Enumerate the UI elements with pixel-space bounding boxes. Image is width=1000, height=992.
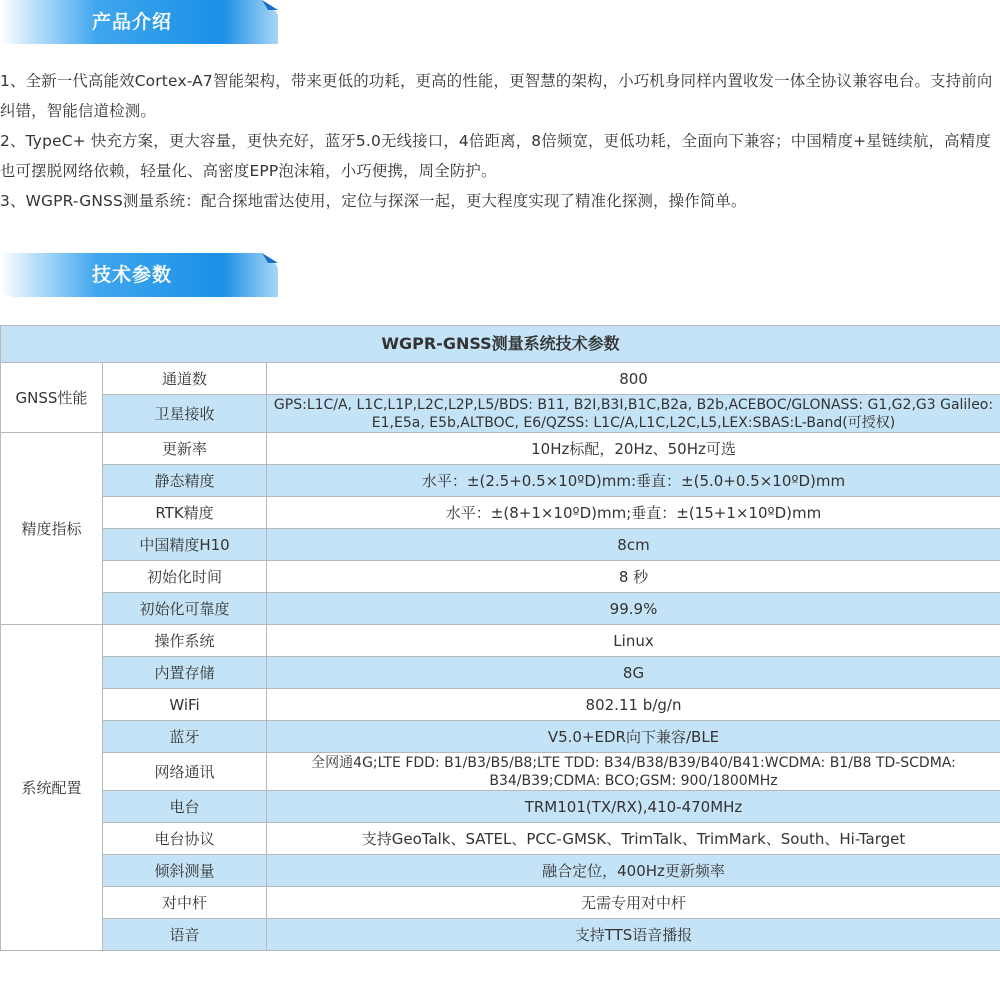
param-value: V5.0+EDR向下兼容/BLE [267,721,1000,753]
intro-paragraph: 1、全新一代高能效Cortex-A7智能架构，带来更低的功耗，更高的性能，更智慧的架构，小巧机身同样内置收发一体全协议兼容电台。支持前向纠错，智能信道检测。 [0,72,993,120]
param-label: 中国精度H10 [103,529,267,561]
table-row [1,753,1000,791]
category-cell: 系统配置 [1,625,103,951]
table-row [1,529,1000,561]
param-label: 卫星接收 [103,395,267,433]
param-value: 802.11 b/g/n [267,689,1000,721]
table-row [1,395,1000,433]
table-row [1,657,1000,689]
table-row [1,855,1000,887]
param-value: TRM101(TX/RX),410-470MHz [267,791,1000,823]
table-title: WGPR-GNSS测量系统技术参数 [1,326,1000,363]
table-row [1,823,1000,855]
param-value: Linux [267,625,1000,657]
param-label: 倾斜测量 [103,855,267,887]
table-row [1,887,1000,919]
param-label: 蓝牙 [103,721,267,753]
param-label: 语音 [103,919,267,951]
param-label: 初始化可靠度 [103,593,267,625]
param-value: 8 秒 [267,561,1000,593]
table-row [1,721,1000,753]
intro-paragraph: 2、TypeC+ 快充方案，更大容量，更快充好，蓝牙5.0无线接口，4倍距离，8倍频宽，更低功耗，全面向下兼容；中国精度+星链续航，高精度也可摆脱网络依赖，轻量化、高密度EPP泡沫箱，小巧便携，周全防护。 [0,132,991,180]
section-title-intro: 产品介绍 [92,11,173,33]
param-value: GPS:L1C/A, L1C,L1P,L2C,L2P,L5/BDS: B11, B2I,B3I,B1C,B2a, B2b,ACEBOC/GLONASS: G1,G2,G3 Galileo: E1,E5a, E5b,ALTBOC, E6/QZSS: L1C/A,L1C,L2C,L5,LEX:SBAS:L-Band(可授权) [267,395,1000,433]
param-value: 无需专用对中杆 [267,887,1000,919]
product-intro [0,66,1000,216]
table-row [1,363,1000,395]
param-value: 全网通4G;LTE FDD: B1/B3/B5/B8;LTE TDD: B34/B38/B39/B40/B41:WCDMA: B1/B8 TD-SCDMA: B34/B39;CDMA: BCO;GSM: 900/1800MHz [267,753,1000,791]
table-row [1,689,1000,721]
param-label: WiFi [103,689,267,721]
param-value: 支持GeoTalk、SATEL、PCC-GMSK、TrimTalk、TrimMark、South、Hi-Target [267,823,1000,855]
table-row [1,625,1000,657]
param-value: 支持TTS语音播报 [267,919,1000,951]
table-row [1,497,1000,529]
param-label: RTK精度 [103,497,267,529]
param-label: 网络通讯 [103,753,267,791]
param-label: 电台协议 [103,823,267,855]
param-label: 电台 [103,791,267,823]
param-value: 水平：±(8+1×10ºD)mm;垂直：±(15+1×10ºD)mm [267,497,1000,529]
table-row [1,433,1000,465]
param-label: 静态精度 [103,465,267,497]
category-cell: GNSS性能 [1,363,103,433]
intro-paragraph: 3、WGPR-GNSS测量系统：配合探地雷达使用，定位与探深一起，更大程度实现了精准化探测，操作简单。 [0,192,747,210]
param-label: 通道数 [103,363,267,395]
table-row [1,465,1000,497]
param-value: 10Hz标配，20Hz、50Hz可选 [267,433,1000,465]
param-value: 融合定位，400Hz更新频率 [267,855,1000,887]
param-value: 8G [267,657,1000,689]
param-value: 800 [267,363,1000,395]
param-label: 操作系统 [103,625,267,657]
section-header-spec [0,253,280,299]
param-label: 内置存储 [103,657,267,689]
spec-table [0,325,1000,951]
table-row [1,919,1000,951]
param-value: 水平：±(2.5+0.5×10ºD)mm:垂直：±(5.0+0.5×10ºD)mm [267,465,1000,497]
category-cell: 精度指标 [1,433,103,625]
section-title-spec: 技术参数 [92,264,173,286]
section-header-intro [0,0,280,46]
param-label: 初始化时间 [103,561,267,593]
table-title-row [1,326,1000,363]
table-row [1,561,1000,593]
table-row [1,593,1000,625]
table-row [1,791,1000,823]
param-value: 99.9% [267,593,1000,625]
param-label: 更新率 [103,433,267,465]
param-label: 对中杆 [103,887,267,919]
param-value: 8cm [267,529,1000,561]
